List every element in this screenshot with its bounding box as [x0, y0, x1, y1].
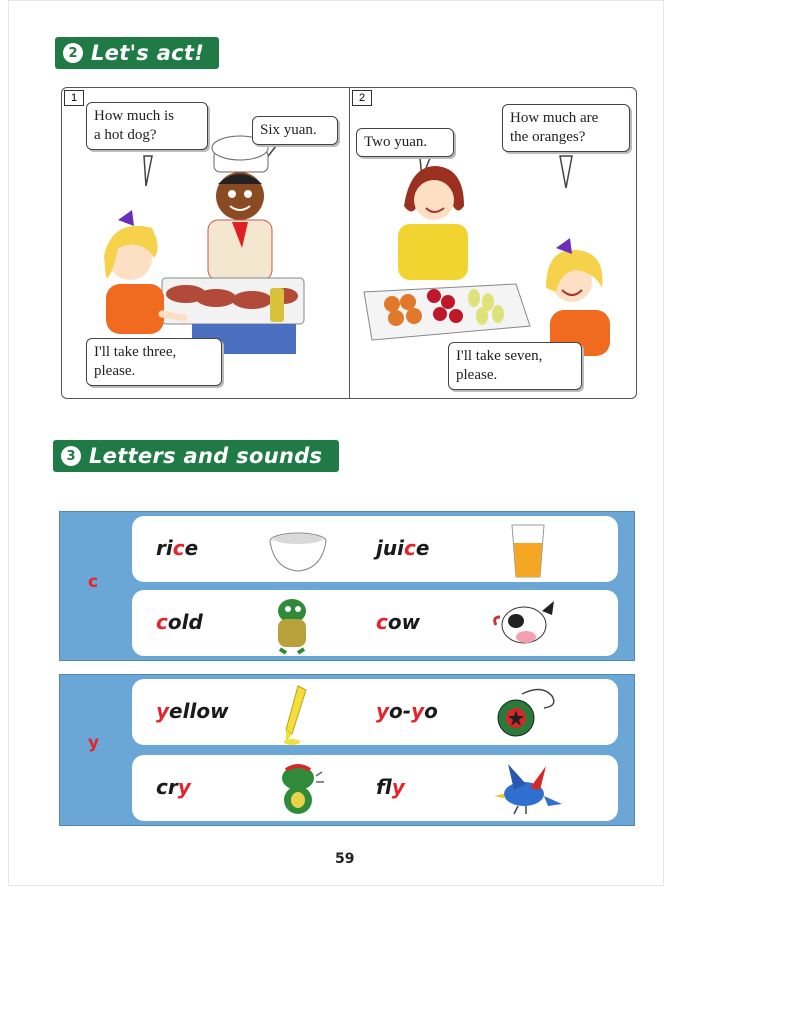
- section-title: Letters and sounds: [89, 444, 323, 468]
- word-cry: cry: [156, 775, 191, 799]
- word-yo-yo: yo-yo: [376, 699, 438, 723]
- speech-bubble-girl-request: I'll take seven, please.: [448, 342, 582, 390]
- crayon-icon: [280, 684, 310, 746]
- section-number: 3: [61, 446, 81, 466]
- word-row: [132, 590, 618, 656]
- word-cold: cold: [156, 610, 203, 634]
- comic-panel-2: [349, 88, 636, 398]
- letter-label: y: [88, 733, 100, 753]
- speech-bubble-vendor-answer: Two yuan.: [356, 128, 454, 157]
- cold-monster-icon: [268, 595, 316, 655]
- letter-group-c: [59, 511, 635, 661]
- textbook-page: [8, 0, 664, 886]
- rice-bowl-icon: [266, 521, 330, 577]
- word-rice: rice: [156, 536, 199, 560]
- speech-bubble-girl-question: How much are the oranges?: [502, 104, 630, 152]
- comic-panels: [61, 87, 637, 399]
- word-row: [132, 516, 618, 582]
- speech-bubble-vendor-answer: Six yuan.: [252, 116, 338, 145]
- letter-label: c: [88, 572, 99, 592]
- crying-monster-icon: [272, 760, 326, 818]
- speech-bubble-girl-question: How much is a hot dog?: [86, 102, 208, 150]
- letter-group-y: [59, 674, 635, 826]
- cow-icon: [490, 595, 562, 651]
- word-juice: juice: [376, 536, 430, 560]
- juice-glass-icon: [508, 521, 548, 581]
- word-fly: fly: [376, 775, 405, 799]
- word-row: [132, 679, 618, 745]
- page-number: 59: [335, 851, 355, 867]
- word-cow: cow: [376, 610, 421, 634]
- yoyo-icon: [492, 684, 562, 744]
- section-number: 2: [63, 43, 83, 63]
- section-title: Let's act!: [91, 41, 205, 65]
- panel-number: 2: [352, 90, 372, 106]
- word-row: [132, 755, 618, 821]
- bird-icon: [490, 760, 566, 816]
- panel-number: 1: [64, 90, 84, 106]
- word-yellow: yellow: [156, 699, 229, 723]
- comic-panel-1: [62, 88, 348, 398]
- section-header-letters-sounds: [53, 440, 339, 472]
- speech-bubble-girl-request: I'll take three, please.: [86, 338, 222, 386]
- section-header-lets-act: [55, 37, 219, 69]
